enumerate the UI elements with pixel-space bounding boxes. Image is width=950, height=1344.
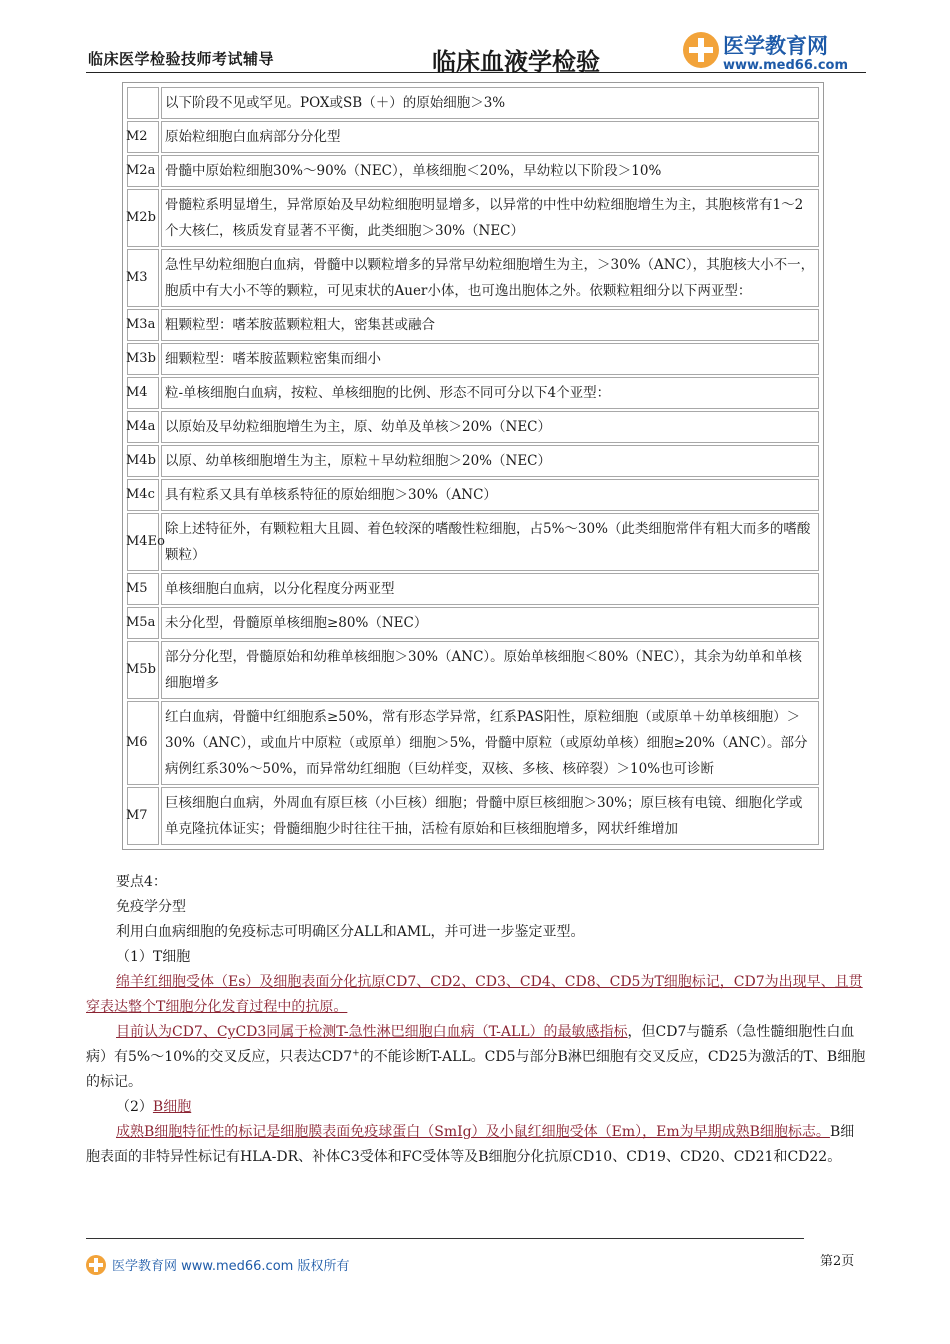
table-row [127, 121, 819, 153]
subtype-code: M4 [127, 377, 159, 409]
b-cell-title: B细胞 [152, 1099, 192, 1115]
logo-name: 医学教育网 [723, 34, 828, 58]
subtype-description: 部分分化型，骨髓原始和幼稚单核细胞＞30%（ANC）。原始单核细胞＜80%（NEC），其余为幼单和单核细胞增多 [161, 641, 819, 699]
subtype-code: M4a [127, 411, 159, 443]
subtype-code [127, 87, 159, 119]
subtype-code: M6 [127, 701, 159, 785]
header-course-name: 临床医学检验技师考试辅导 [88, 50, 275, 68]
table-row [127, 513, 819, 571]
section-heading: 免疫学分型 [116, 899, 186, 915]
footer-divider [86, 1238, 804, 1239]
t-cell-paragraph-1 [86, 970, 866, 1020]
table-row [127, 411, 819, 443]
table-row [127, 607, 819, 639]
subtype-description: 具有粒系又具有单核系特征的原始细胞＞30%（ANC） [161, 479, 819, 511]
subtype-description: 单核细胞白血病，以分化程度分两亚型 [161, 573, 819, 605]
subtype-description: 除上述特征外，有颗粒粗大且圆、着色较深的嗜酸性粒细胞，占5%～30%（此类细胞常伴有粗大而多的嗜酸颗粒） [161, 513, 819, 571]
b-cell-prefix: （2） [116, 1099, 153, 1115]
subtype-code: M3a [127, 309, 159, 341]
subtype-description: 以原、幼单核细胞增生为主，原粒＋早幼粒细胞＞20%（NEC） [161, 445, 819, 477]
cross-logo-icon [683, 32, 719, 68]
table-row [127, 155, 819, 187]
subtype-description: 巨核细胞白血病，外周血有原巨核（小巨核）细胞；骨髓中原巨核细胞＞30%；原巨核有电镜、细胞化学或单克隆抗体证实；骨髓细胞少时往往干抽，活检有原始和巨核细胞增多，网状纤维增加 [161, 787, 819, 845]
b-cell-highlight: 成熟B细胞特征性的标记是细胞膜表面免疫球蛋白（SmIg）及小鼠红细胞受体（Em），Em为早期成熟B细胞标志。 [116, 1124, 830, 1140]
subtype-description: 粗颗粒型：嗜苯胺蓝颗粒粗大，密集甚或融合 [161, 309, 819, 341]
subtype-code: M4Eo [127, 513, 159, 571]
table-row [127, 641, 819, 699]
subtype-code: M5b [127, 641, 159, 699]
t-cell-text-b: 的不能诊断T-ALL。CD5与部分B淋巴细胞有交叉反应，CD25为激活的T、B细胞的标记。 [86, 1049, 866, 1090]
t-cell-highlight-2: 目前认为CD7、CyCD3同属于检测T-急性淋巴细胞白血病（T-ALL）的最敏感指标 [116, 1024, 628, 1040]
t-cell-heading: （1）T细胞 [116, 949, 191, 965]
table-row [127, 87, 819, 119]
table-row [127, 787, 819, 845]
table-row [127, 343, 819, 375]
table-row [127, 377, 819, 409]
b-cell-paragraph [86, 1120, 866, 1170]
footer-cross-icon [86, 1255, 106, 1275]
subtype-description: 急性早幼粒细胞白血病，骨髓中以颗粒增多的异常早幼粒细胞增生为主，＞30%（ANC），其胞核大小不一，胞质中有大小不等的颗粒，可见束状的Auer小体，也可逸出胞体之外。依颗粒粗细分以下两亚型： [161, 249, 819, 307]
subtype-code: M7 [127, 787, 159, 845]
subtype-code: M2 [127, 121, 159, 153]
subtype-description: 原始粒细胞白血病部分分化型 [161, 121, 819, 153]
table-row [127, 249, 819, 307]
page-number: 第2页 [820, 1254, 855, 1269]
subtype-description: 以下阶段不见或罕见。POX或SB（＋）的原始细胞＞3% [161, 87, 819, 119]
subtype-code: M4b [127, 445, 159, 477]
table-row [127, 445, 819, 477]
site-logo [683, 30, 863, 74]
subtype-description: 以原始及早幼粒细胞增生为主，原、幼单及单核＞20%（NEC） [161, 411, 819, 443]
section-text [86, 870, 866, 1170]
subtype-description: 骨髓中原始粒细胞30%～90%（NEC），单核细胞＜20%，早幼粒以下阶段＞10% [161, 155, 819, 187]
table-row [127, 701, 819, 785]
footer-copyright: 医学教育网 www.med66.com 版权所有 [112, 1259, 350, 1274]
table-row [127, 573, 819, 605]
table-row [127, 309, 819, 341]
plus-superscript: + [352, 1048, 360, 1059]
t-cell-highlight-1: 绵羊红细胞受体（Es）及细胞表面分化抗原CD7、CD2、CD3、CD4、CD8、CD5为T细胞标记，CD7为出现早、且贯穿表达整个T细胞分化发育过程中的抗原。 [86, 974, 863, 1015]
page-title: 临床血液学检验 [432, 48, 600, 76]
subtype-code: M4c [127, 479, 159, 511]
subtype-description: 骨髓粒系明显增生，异常原始及早幼粒细胞明显增多，以异常的中性中幼粒细胞增生为主，其胞核常有1～2个大核仁，核质发育显著不平衡，此类细胞＞30%（NEC） [161, 189, 819, 247]
subtype-code: M2b [127, 189, 159, 247]
header-divider [86, 72, 866, 73]
b-cell-heading [86, 1095, 866, 1120]
subtype-code: M5 [127, 573, 159, 605]
subtype-description: 红白血病，骨髓中红细胞系≥50%，常有形态学异常，红系PAS阳性，原粒细胞（或原单＋幼单核细胞）＞30%（ANC），或血片中原粒（或原单）细胞＞5%，骨髓中原粒（或原幼单核）细胞≥20%（ANC）。部分病例红系30%～50%，而异常幼红细胞（巨幼样变，双核、多核、核碎裂）＞10%也可诊断 [161, 701, 819, 785]
table-row [127, 189, 819, 247]
logo-url: www.med66.com [723, 58, 849, 73]
t-cell-text-a: ，但CD7与髓系（急性髓细胞性白血病）有5%～10%的交叉反应，只表达CD7 [86, 1024, 855, 1065]
point-label: 要点4： [116, 874, 167, 890]
subtype-code: M2a [127, 155, 159, 187]
subtype-code: M5a [127, 607, 159, 639]
subtype-description: 未分化型，骨髓原单核细胞≥80%（NEC） [161, 607, 819, 639]
subtype-code: M3 [127, 249, 159, 307]
intro-paragraph: 利用白血病细胞的免疫标志可明确区分ALL和AML，并可进一步鉴定亚型。 [116, 924, 585, 940]
b-cell-text: B细胞表面的非特异性标记有HLA-DR、补体C3受体和FC受体等及B细胞分化抗原CD10、CD19、CD20、CD21和CD22。 [86, 1124, 855, 1165]
t-cell-paragraph-2 [86, 1020, 866, 1095]
subtype-code: M3b [127, 343, 159, 375]
subtype-description: 细颗粒型：嗜苯胺蓝颗粒密集而细小 [161, 343, 819, 375]
table-row [127, 479, 819, 511]
classification-table [122, 82, 824, 850]
subtype-description: 粒-单核细胞白血病，按粒、单核细胞的比例、形态不同可分以下4个亚型： [161, 377, 819, 409]
